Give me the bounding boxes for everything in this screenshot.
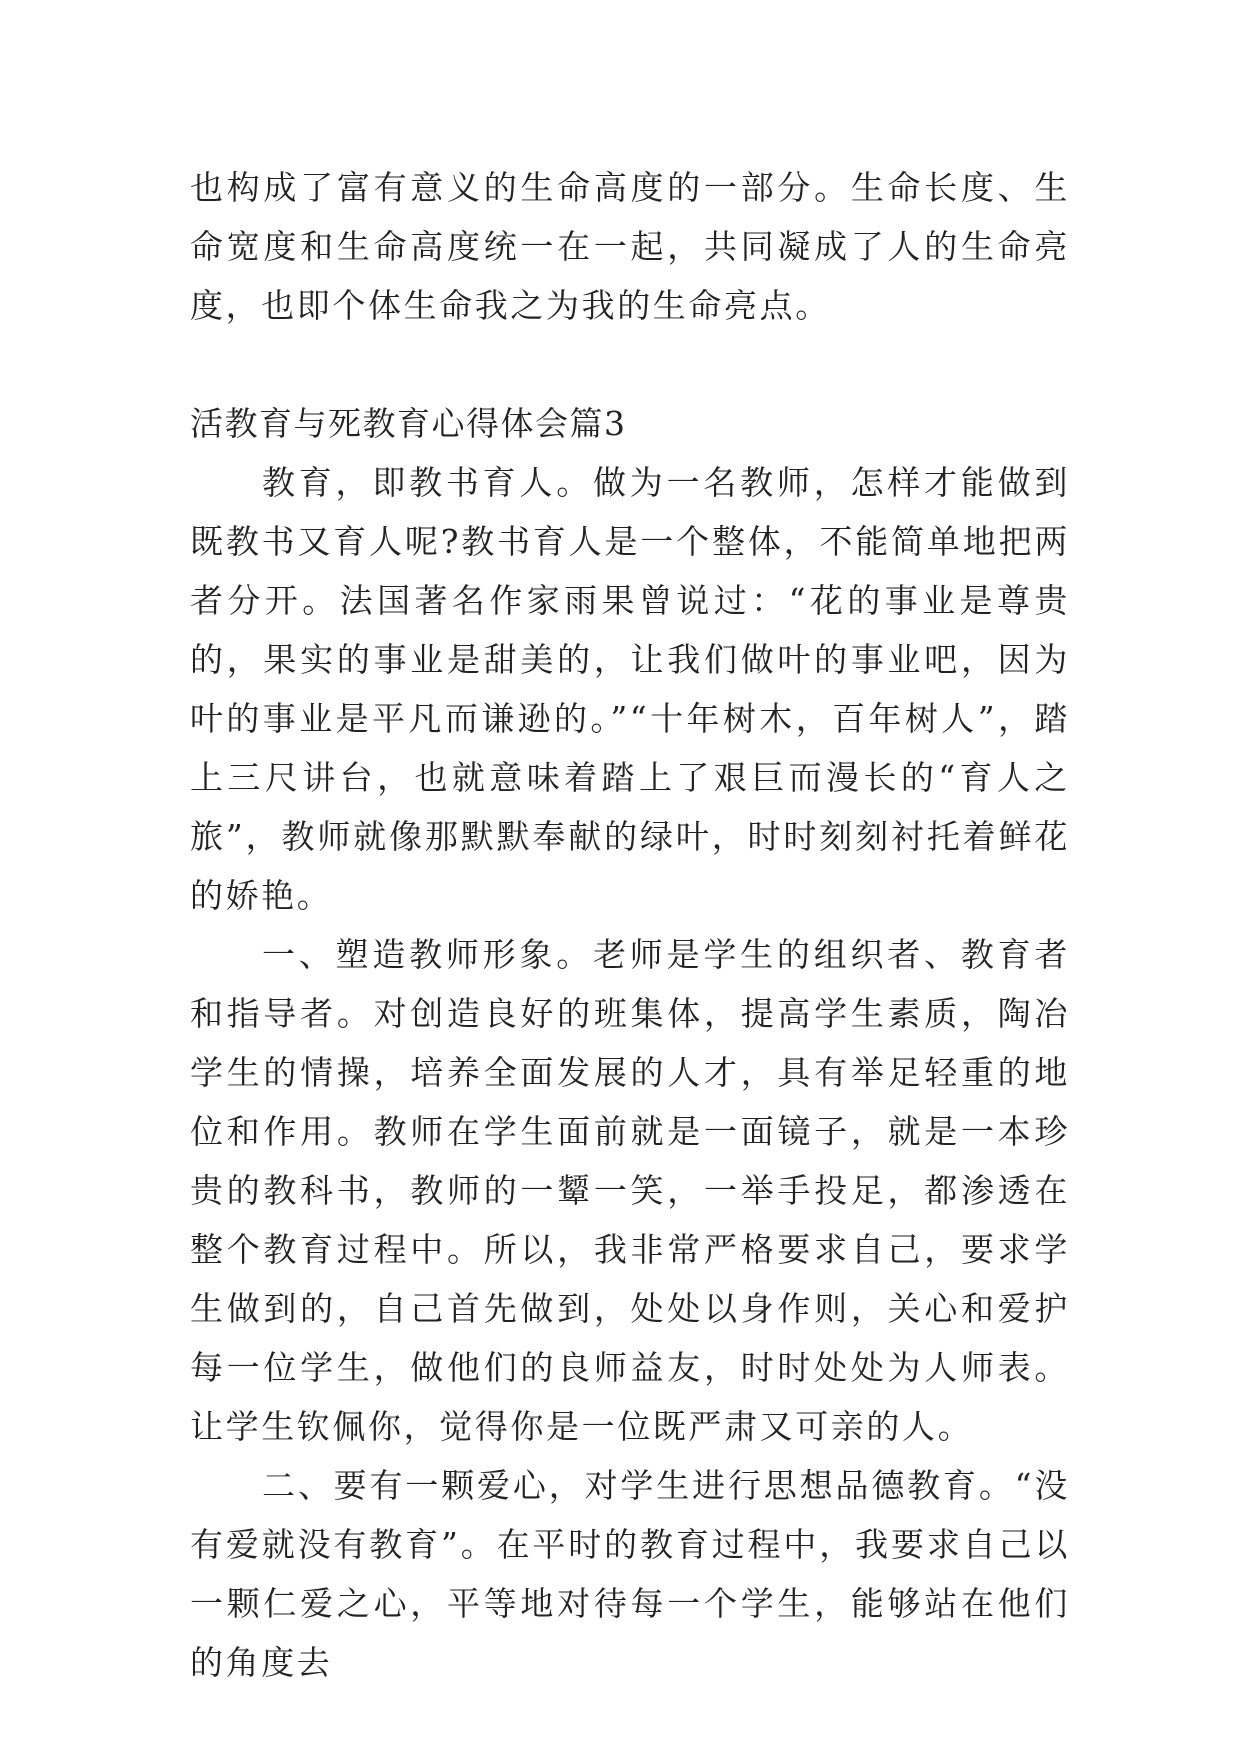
paragraph-loving-heart: 二、要有一颗爱心，对学生进行思想品德教育。“没有爱就没有教育”。在平时的教育过程中，我要求自己以一颗仁爱之心，平等地对待每一个学生，能够站在他们的角度去 xyxy=(190,1466,1070,1682)
paragraph-teacher-image: 一、塑造教师形象。老师是学生的组织者、教育者和指导者。对创造良好的班集体，提高学生素质，陶冶学生的情操，培养全面发展的人才，具有举足轻重的地位和作用。教师在学生面前就是一面镜子，就是一本珍贵的教科书，教师的一颦一笑，一举手投足，都渗透在整个教育过程中。所以，我非常严格要求自己，要求学生做到的，自己首先做到，处处以身作则，关心和爱护每一位学生，做他们的良师益友，时时处处为人师表。让学生钦佩你，觉得你是一位既严肃又可亲的人。 xyxy=(190,935,1070,1446)
section-heading: 活教育与死教育心得体会篇3 xyxy=(190,404,627,443)
continuation-paragraph: 也构成了富有意义的生命高度的一部分。生命长度、生命宽度和生命高度统一在一起，共同凝成了人的生命亮度，也即个体生命我之为我的生命亮点。 xyxy=(190,168,1070,325)
paragraph-intro: 教育，即教书育人。做为一名教师，怎样才能做到既教书又育人呢?教书育人是一个整体，不能简单地把两者分开。法国著名作家雨果曾说过：“花的事业是尊贵的，果实的事业是甜美的，让我们做叶的事业吧，因为叶的事业是平凡而谦逊的。”“十年树木，百年树人”，踏上三尺讲台，也就意味着踏上了艰巨而漫长的“育人之旅”，教师就像那默默奉献的绿叶，时时刻刻衬托着鲜花的娇艳。 xyxy=(190,463,1070,915)
document-body xyxy=(190,158,1070,1692)
